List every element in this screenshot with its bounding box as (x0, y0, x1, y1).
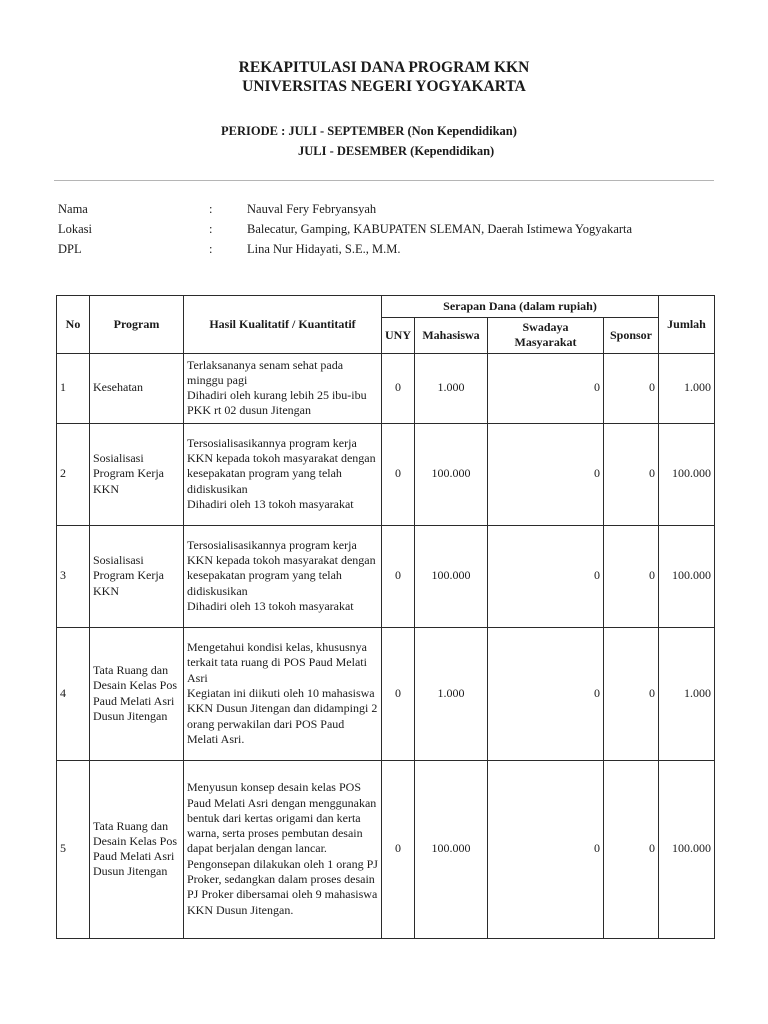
info-separator: : (209, 202, 213, 216)
mahasiswa-cell: 1.000 (415, 353, 488, 423)
header-mahasiswa: Mahasiswa (415, 318, 488, 354)
swadaya-cell: 0 (488, 627, 604, 760)
header-program: Program (90, 296, 184, 354)
university-title: UNIVERSITAS NEGERI YOGYAKARTA (242, 78, 526, 95)
sponsor-cell: 0 (604, 627, 659, 760)
program-cell: Kesehatan (90, 353, 184, 423)
table-row (57, 627, 715, 760)
sponsor-cell: 0 (604, 353, 659, 423)
hasil-cell: Menyusun konsep desain kelas POS Paud Melati Asri dengan menggunakan bentuk dari kertas origami dan kerta warna, serta proses pembutan desain dapat berjalan dengan lancar. Pengonsepan dilakukan oleh 1 orang PJ Proker, sedangkan dalam proses desain PJ Proker dibersamai oleh 9 mahasiswa KKN Dusun Jitengan. (184, 760, 382, 938)
sponsor-cell: 0 (604, 760, 659, 938)
jumlah-cell: 1.000 (659, 353, 715, 423)
swadaya-cell: 0 (488, 353, 604, 423)
header-sponsor: Sponsor (604, 318, 659, 354)
hasil-cell: Tersosialisasikannya program kerja KKN kepada tokoh masyarakat dengan kesepakatan program yang telah didiskusikan Dihadiri oleh 13 tokoh masyarakat (184, 525, 382, 627)
mahasiswa-cell: 100.000 (415, 760, 488, 938)
hasil-cell: Terlaksananya senam sehat pada minggu pagi Dihadiri oleh kurang lebih 25 ibu-ibu PKK rt 02 dusun Jitengan (184, 353, 382, 423)
program-cell: Sosialisasi Program Kerja KKN (90, 423, 184, 525)
table-row (57, 353, 715, 423)
table-row (57, 760, 715, 938)
row-number: 1 (57, 353, 90, 423)
sponsor-cell: 0 (604, 525, 659, 627)
hasil-cell: Mengetahui kondisi kelas, khususnya terkait tata ruang di POS Paud Melati Asri Kegiatan ini diikuti oleh 10 mahasiswa KKN Dusun Jitengan dan didampingi 2 orang perwakilan dari POS Paud Melati Asri. (184, 627, 382, 760)
header-no: No (57, 296, 90, 354)
header-serapan-dana: Serapan Dana (dalam rupiah) (382, 296, 659, 318)
swadaya-cell: 0 (488, 760, 604, 938)
uny-cell: 0 (382, 423, 415, 525)
jumlah-cell: 1.000 (659, 627, 715, 760)
info-value: Balecatur, Gamping, KABUPATEN SLEMAN, Daerah Istimewa Yogyakarta (247, 222, 633, 236)
row-number: 3 (57, 525, 90, 627)
uny-cell: 0 (382, 353, 415, 423)
report-title: REKAPITULASI DANA PROGRAM KKN (238, 59, 530, 76)
mahasiswa-cell: 1.000 (415, 627, 488, 760)
program-cell: Tata Ruang dan Desain Kelas Pos Paud Melati Asri Dusun Jitengan (90, 760, 184, 938)
info-value: Lina Nur Hidayati, S.E., M.M. (247, 242, 401, 256)
info-separator: : (209, 242, 213, 256)
info-label: DPL (58, 242, 82, 256)
row-number: 4 (57, 627, 90, 760)
uny-cell: 0 (382, 525, 415, 627)
header-uny: UNY (382, 318, 415, 354)
swadaya-cell: 0 (488, 525, 604, 627)
info-separator: : (209, 222, 213, 236)
hasil-cell: Tersosialisasikannya program kerja KKN kepada tokoh masyarakat dengan kesepakatan program yang telah didiskusikan Dihadiri oleh 13 tokoh masyarakat (184, 423, 382, 525)
swadaya-cell: 0 (488, 423, 604, 525)
mahasiswa-cell: 100.000 (415, 525, 488, 627)
mahasiswa-cell: 100.000 (415, 423, 488, 525)
program-cell: Tata Ruang dan Desain Kelas Pos Paud Melati Asri Dusun Jitengan (90, 627, 184, 760)
header-hasil: Hasil Kualitatif / Kuantitatif (184, 296, 382, 354)
info-label: Nama (58, 202, 88, 216)
table-row (57, 423, 715, 525)
header-jumlah: Jumlah (659, 296, 715, 354)
row-number: 5 (57, 760, 90, 938)
program-cell: Sosialisasi Program Kerja KKN (90, 525, 184, 627)
info-label: Lokasi (58, 222, 93, 236)
uny-cell: 0 (382, 627, 415, 760)
info-value: Nauval Fery Febryansyah (247, 202, 377, 216)
jumlah-cell: 100.000 (659, 525, 715, 627)
row-number: 2 (57, 423, 90, 525)
sponsor-cell: 0 (604, 423, 659, 525)
periode-line-1: PERIODE : JULI - SEPTEMBER (Non Kependidikan) (221, 124, 517, 138)
periode-line-2: JULI - DESEMBER (Kependidikan) (298, 144, 495, 158)
table-row (57, 525, 715, 627)
header-swadaya: Swadaya Masyarakat (488, 318, 604, 354)
jumlah-cell: 100.000 (659, 760, 715, 938)
jumlah-cell: 100.000 (659, 423, 715, 525)
header-divider (54, 180, 714, 181)
fund-recap-table (56, 295, 715, 939)
uny-cell: 0 (382, 760, 415, 938)
